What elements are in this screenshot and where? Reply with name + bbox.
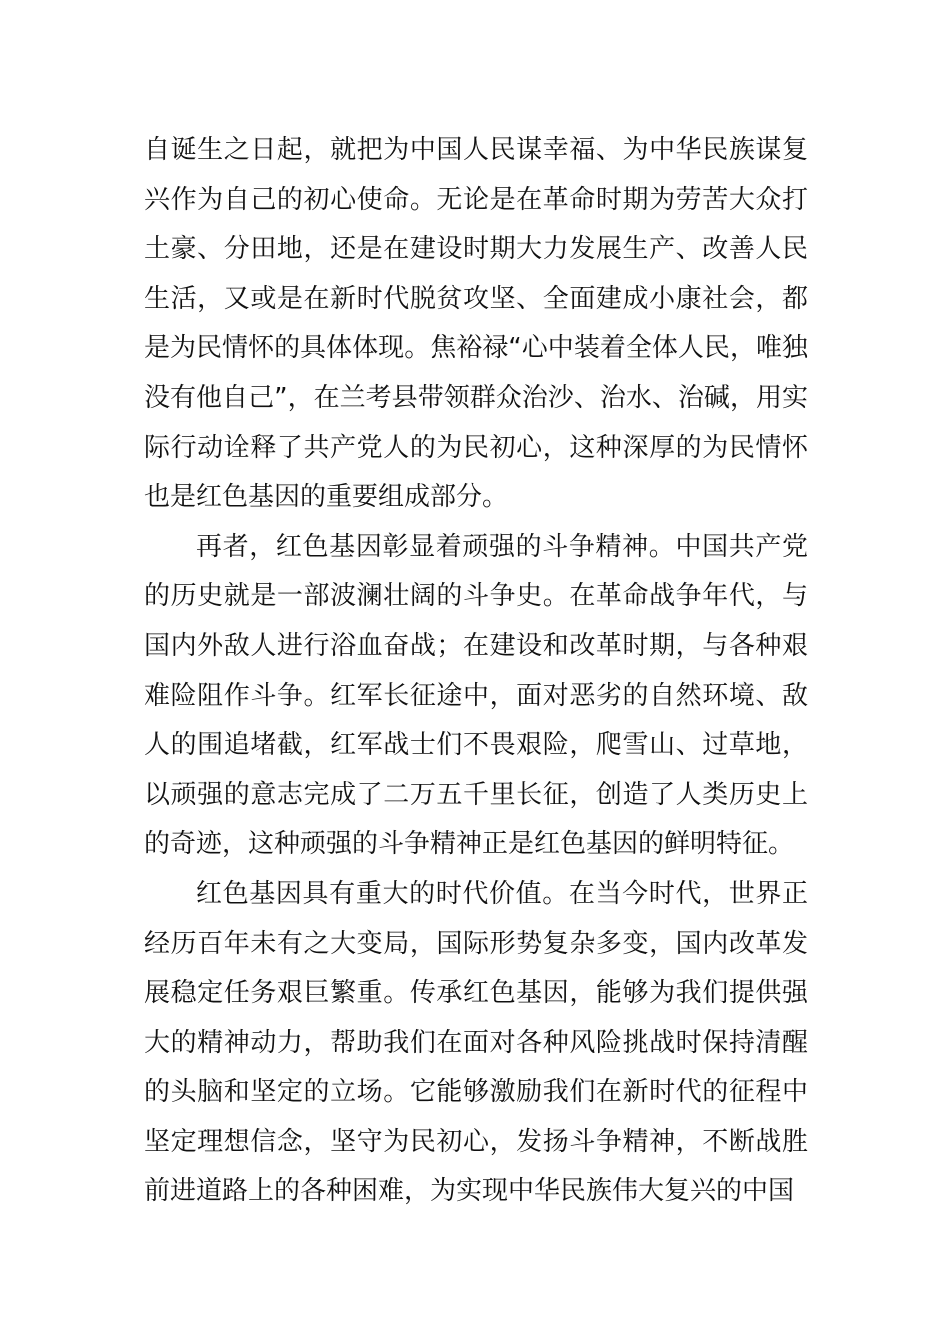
paragraph-2: 再者，红色基因彰显着顽强的斗争精神。中国共产党的历史就是一部波澜壮阔的斗争史。在革命战争年代，与国内外敌人进行浴血奋战；在建设和改革时期，与各种艰难险阻作斗争。红军长征途中，面对恶劣的自然环境、敌人的围追堵截，红军战士们不畏艰险，爬雪山、过草地，以顽强的意志完成了二万五千里长征，创造了人类历史上的奇迹，这种顽强的斗争精神正是红色基因的鲜明特征。 — [144, 531, 808, 860]
paragraph-3: 红色基因具有重大的时代价值。在当今时代，世界正经历百年未有之大变局，国际形势复杂多变，国内改革发展稳定任务艰巨繁重。传承红色基因，能够为我们提供强大的精神动力，帮助我们在面对各种风险挑战时保持清醒的头脑和坚定的立场。它能够激励我们在新时代的征程中坚定理想信念，坚守为民初心，发扬斗争精神，不断战胜前进道路上的各种困难，为实现中华民族伟大复兴的中国 — [144, 878, 808, 1207]
paragraph-1: 自诞生之日起，就把为中国人民谋幸福、为中华民族谋复兴作为自己的初心使命。无论是在革命时期为劳苦大众打土豪、分田地，还是在建设时期大力发展生产、改善人民生活，又或是在新时代脱贫攻坚、全面建成小康社会，都是为民情怀的具体体现。焦裕禄“心中装着全体人民，唯独没有他自己”，在兰考县带领群众治沙、治水、治碱，用实际行动诠释了共产党人的为民初心，这种深厚的为民情怀也是红色基因的重要组成部分。 — [144, 135, 808, 513]
document-body — [144, 126, 808, 1217]
